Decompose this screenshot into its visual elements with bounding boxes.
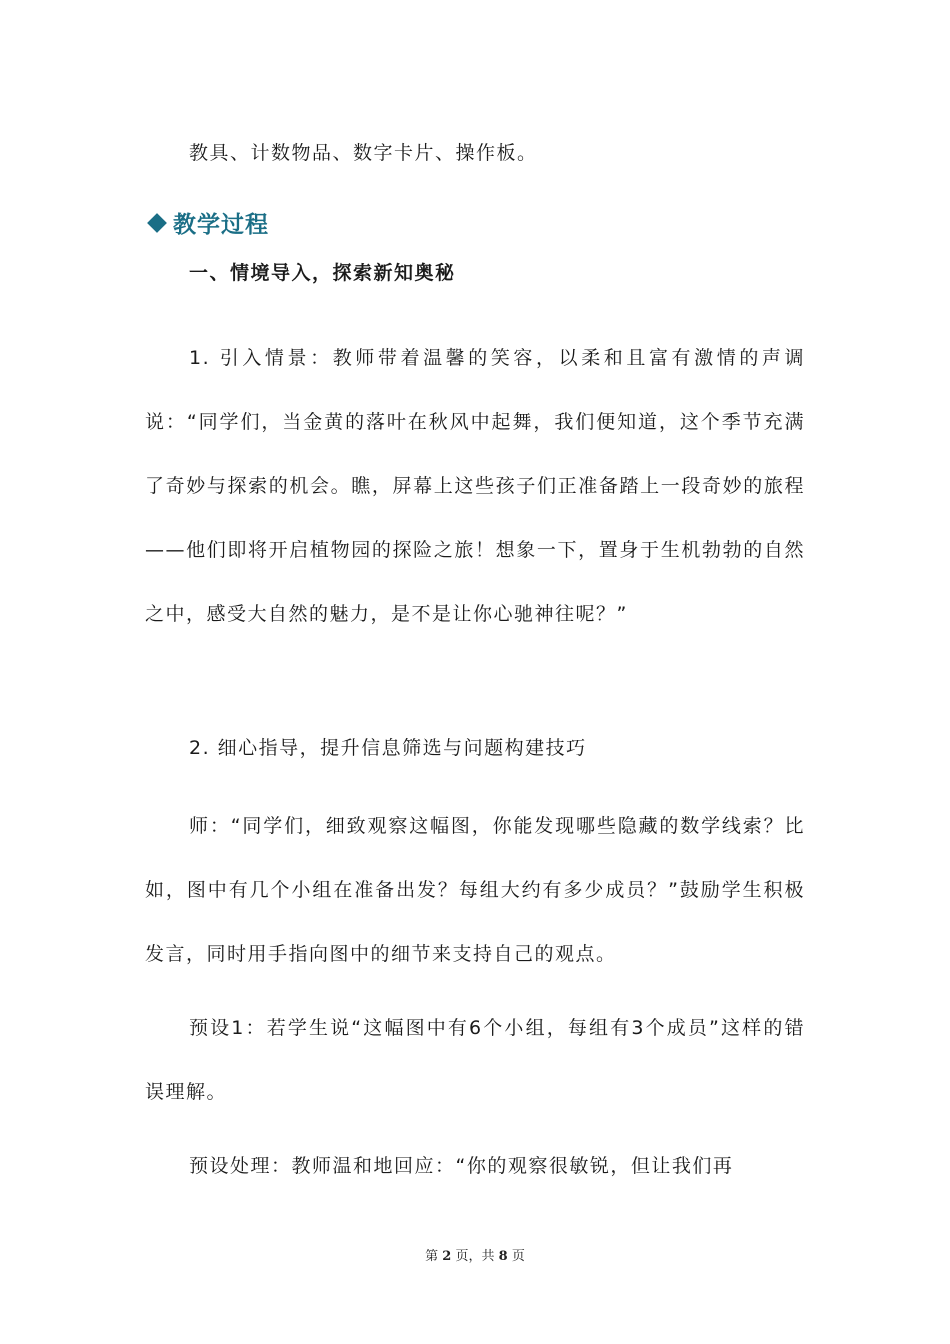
paragraph-teacher-question: 师：“同学们，细致观察这幅图，你能发现哪些隐藏的数学线索？比如，图中有几个小组在准备出发？每组大约有多少成员？”鼓励学生积极发言，同时用手指向图中的细节来支持自己的观点。: [145, 815, 805, 965]
total-page-number: 8: [498, 1249, 508, 1264]
current-page-number: 2: [442, 1249, 452, 1264]
section-title: 教学过程: [173, 212, 269, 238]
page-footer: 第 2 页，共 8 页: [425, 1249, 525, 1264]
section-heading: [145, 206, 269, 239]
diamond-bullet-icon: [147, 213, 167, 233]
subheading: 一、情境导入，探索新知奥秘: [189, 262, 456, 284]
paragraph-preset-handling: 预设处理：教师温和地回应：“你的观察很敏锐，但让我们再: [189, 1155, 734, 1177]
materials-line: 教具、计数物品、数字卡片、操作板。: [189, 142, 538, 164]
paragraph-preset-1: 预设1：若学生说“这幅图中有6个小组，每组有3个成员”这样的错误理解。: [145, 1017, 805, 1103]
paragraph-intro-scene: 1. 引入情景：教师带着温馨的笑容，以柔和且富有激情的声调说：“同学们，当金黄的落叶在秋风中起舞，我们便知道，这个季节充满了奇妙与探索的机会。瞧，屏幕上这些孩子们正准备踏上一段奇妙的旅程——他们即将开启植物园的探险之旅！想象一下，置身于生机勃勃的自然之中，感受大自然的魅力，是不是让你心驰神往呢？”: [145, 347, 805, 625]
paragraph-guidance-title: 2. 细心指导，提升信息筛选与问题构建技巧: [189, 737, 587, 759]
